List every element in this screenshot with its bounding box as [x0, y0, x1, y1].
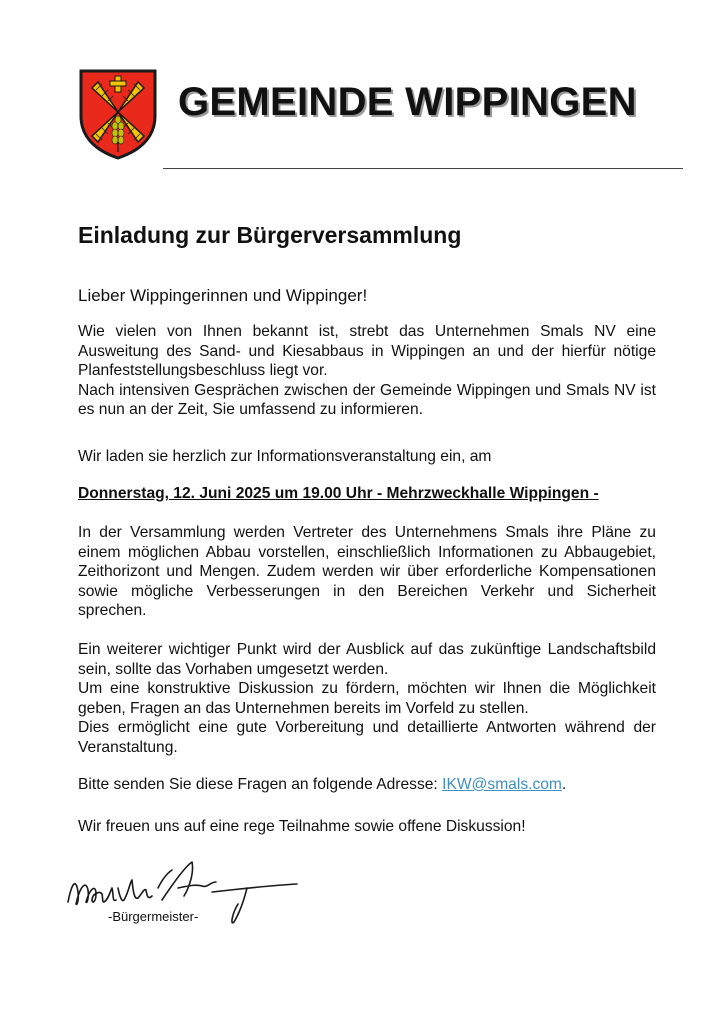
greeting	[78, 286, 656, 306]
outlook-text-1: Ein weiterer wichtiger Punkt wird der Ausblick auf das zukünftige Landschaftsbild sein, sollte das Vorhaben umgesetzt werden.	[78, 641, 656, 678]
send-prefix: Bitte senden Sie diese Fragen an folgende Adresse:	[78, 776, 443, 793]
header-divider	[163, 168, 683, 169]
details-text: In der Versammlung werden Vertreter des Unternehmens Smals ihre Pläne zu einem möglichen Abbau vorstellen, einschließlich Informationen zu Abbaugebiet, Zeithorizont und Mengen. Zudem werden wir über erforderliche Kompensationen sowie mögliche Verbesserungen in den Bereichen Verkehr und Sicherheit sprechen.	[78, 524, 656, 620]
coat-of-arms-icon	[78, 68, 158, 160]
invite-paragraph	[78, 447, 656, 467]
letter-heading: Einladung zur Bürgerversammlung	[78, 222, 462, 248]
closing-paragraph	[78, 817, 656, 837]
event-date-location: Donnerstag, 12. Juni 2025 um 19.00 Uhr - Mehrzweckhalle Wippingen -	[78, 485, 599, 502]
intro-text-1: Wie vielen von Ihnen bekannt ist, strebt das Unternehmen Smals NV eine Ausweitung des Sand- und Kiesabbaus in Wippingen an und der hierfür nötige Planfeststellungsbeschluss liegt vor.	[78, 323, 656, 380]
greeting-text: Lieber Wippingerinnen und Wippinger!	[78, 286, 368, 305]
send-questions-text	[78, 775, 656, 795]
outlook-text-3: Dies ermöglicht eine gute Vorbereitung und detaillierte Antworten während der Veranstaltung.	[78, 719, 656, 756]
intro-text-2: Nach intensiven Gesprächen zwischen der Gemeinde Wippingen und Smals NV ist es nun an der Zeit, Sie umfassend zu informieren.	[78, 381, 656, 419]
invite-text: Wir laden sie herzlich zur Informationsveranstaltung ein, am	[78, 448, 492, 465]
outlook-paragraph	[78, 640, 656, 758]
outlook-text-2: Um eine konstruktive Diskussion zu fördern, möchten wir Ihnen die Möglichkeit geben, Fragen an das Unternehmen bereits im Vorfeld zu stellen.	[78, 680, 656, 717]
send-questions-paragraph	[78, 775, 656, 795]
mayor-title: -Bürgermeister-	[108, 909, 199, 924]
send-suffix: .	[561, 776, 567, 793]
details-paragraph	[78, 523, 656, 621]
closing-text: Wir freuen uns auf eine rege Teilnahme sowie offene Diskussion!	[78, 818, 526, 835]
email-link[interactable]: IKW@smals.com	[442, 776, 562, 793]
town-title: GEMEINDE WIPPINGEN	[178, 80, 637, 124]
intro-paragraph	[78, 322, 656, 420]
